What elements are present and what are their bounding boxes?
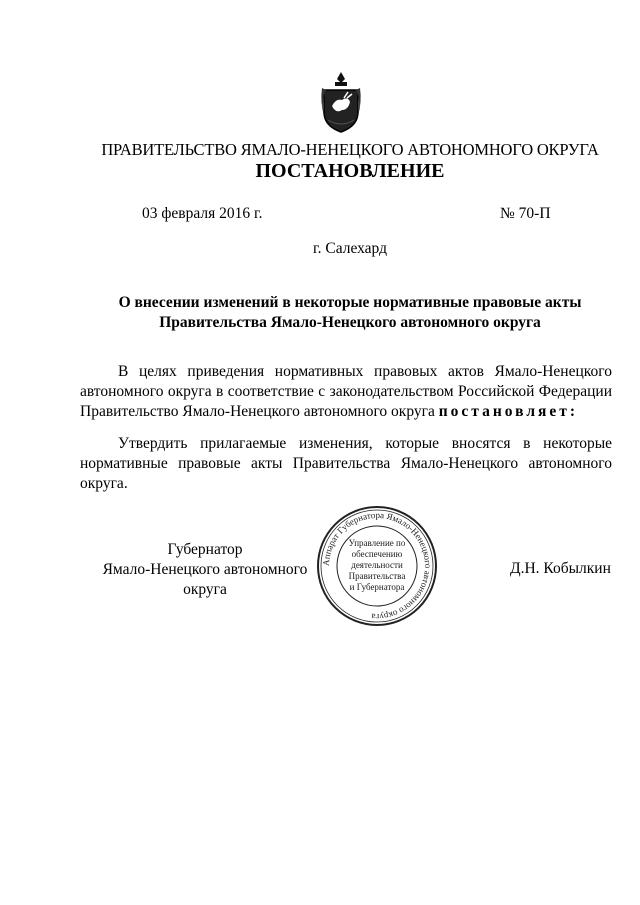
signatory-title (80, 540, 330, 600)
document-type: ПОСТАНОВЛЕНИЕ (255, 160, 445, 182)
stamp-center-text (335, 538, 419, 593)
stamp-line-5: и Губернатора (349, 582, 405, 592)
stamp-line-1: Управление по (348, 538, 406, 548)
document-city: г. Салехард (313, 240, 387, 257)
subject-line-1: О внесении изменений в некоторые нормативные правовые акты (118, 294, 582, 311)
signatory-name: Д.Н. Кобылкин (510, 560, 611, 577)
stamp-line-3: деятельности (351, 560, 403, 570)
government-title: ПРАВИТЕЛЬСТВО ЯМАЛО-НЕНЕЦКОГО АВТОНОМНОГО ОКРУГА (101, 140, 599, 159)
document-number: № 70-П (500, 205, 551, 222)
body-paragraph-1-text: В целях приведения нормативных правовых актов Ямало-Ненецкого автономного округа в соответствие с законодательством Российской Федерации Правительство Ямало-Ненецкого автономного округа (80, 363, 612, 420)
document-date: 03 февраля 2016 г. (142, 205, 263, 222)
coat-of-arms-icon (318, 70, 364, 134)
subject-line-2: Правительства Ямало-Ненецкого автономного округа (159, 314, 541, 331)
body-paragraph-2: Утвердить прилагаемые изменения, которые вносятся в некоторые нормативные правовые акты Правительства Ямало-Ненецкого автономного округа. (80, 435, 612, 492)
stamp-line-4: Правительства (348, 571, 406, 581)
signatory-title-line-2: Ямало-Ненецкого автономного округа (102, 561, 308, 598)
stamp-line-2: обеспечению (351, 549, 403, 559)
signatory-title-line-1: Губернатор (167, 541, 243, 558)
body-paragraph-1 (80, 362, 612, 422)
resolves-keyword: постановляет: (438, 403, 579, 420)
document-subject (60, 293, 640, 333)
stamp-ring-text: Аппарат Губернатора Ямало-Ненецкого автономного округа (320, 509, 434, 623)
